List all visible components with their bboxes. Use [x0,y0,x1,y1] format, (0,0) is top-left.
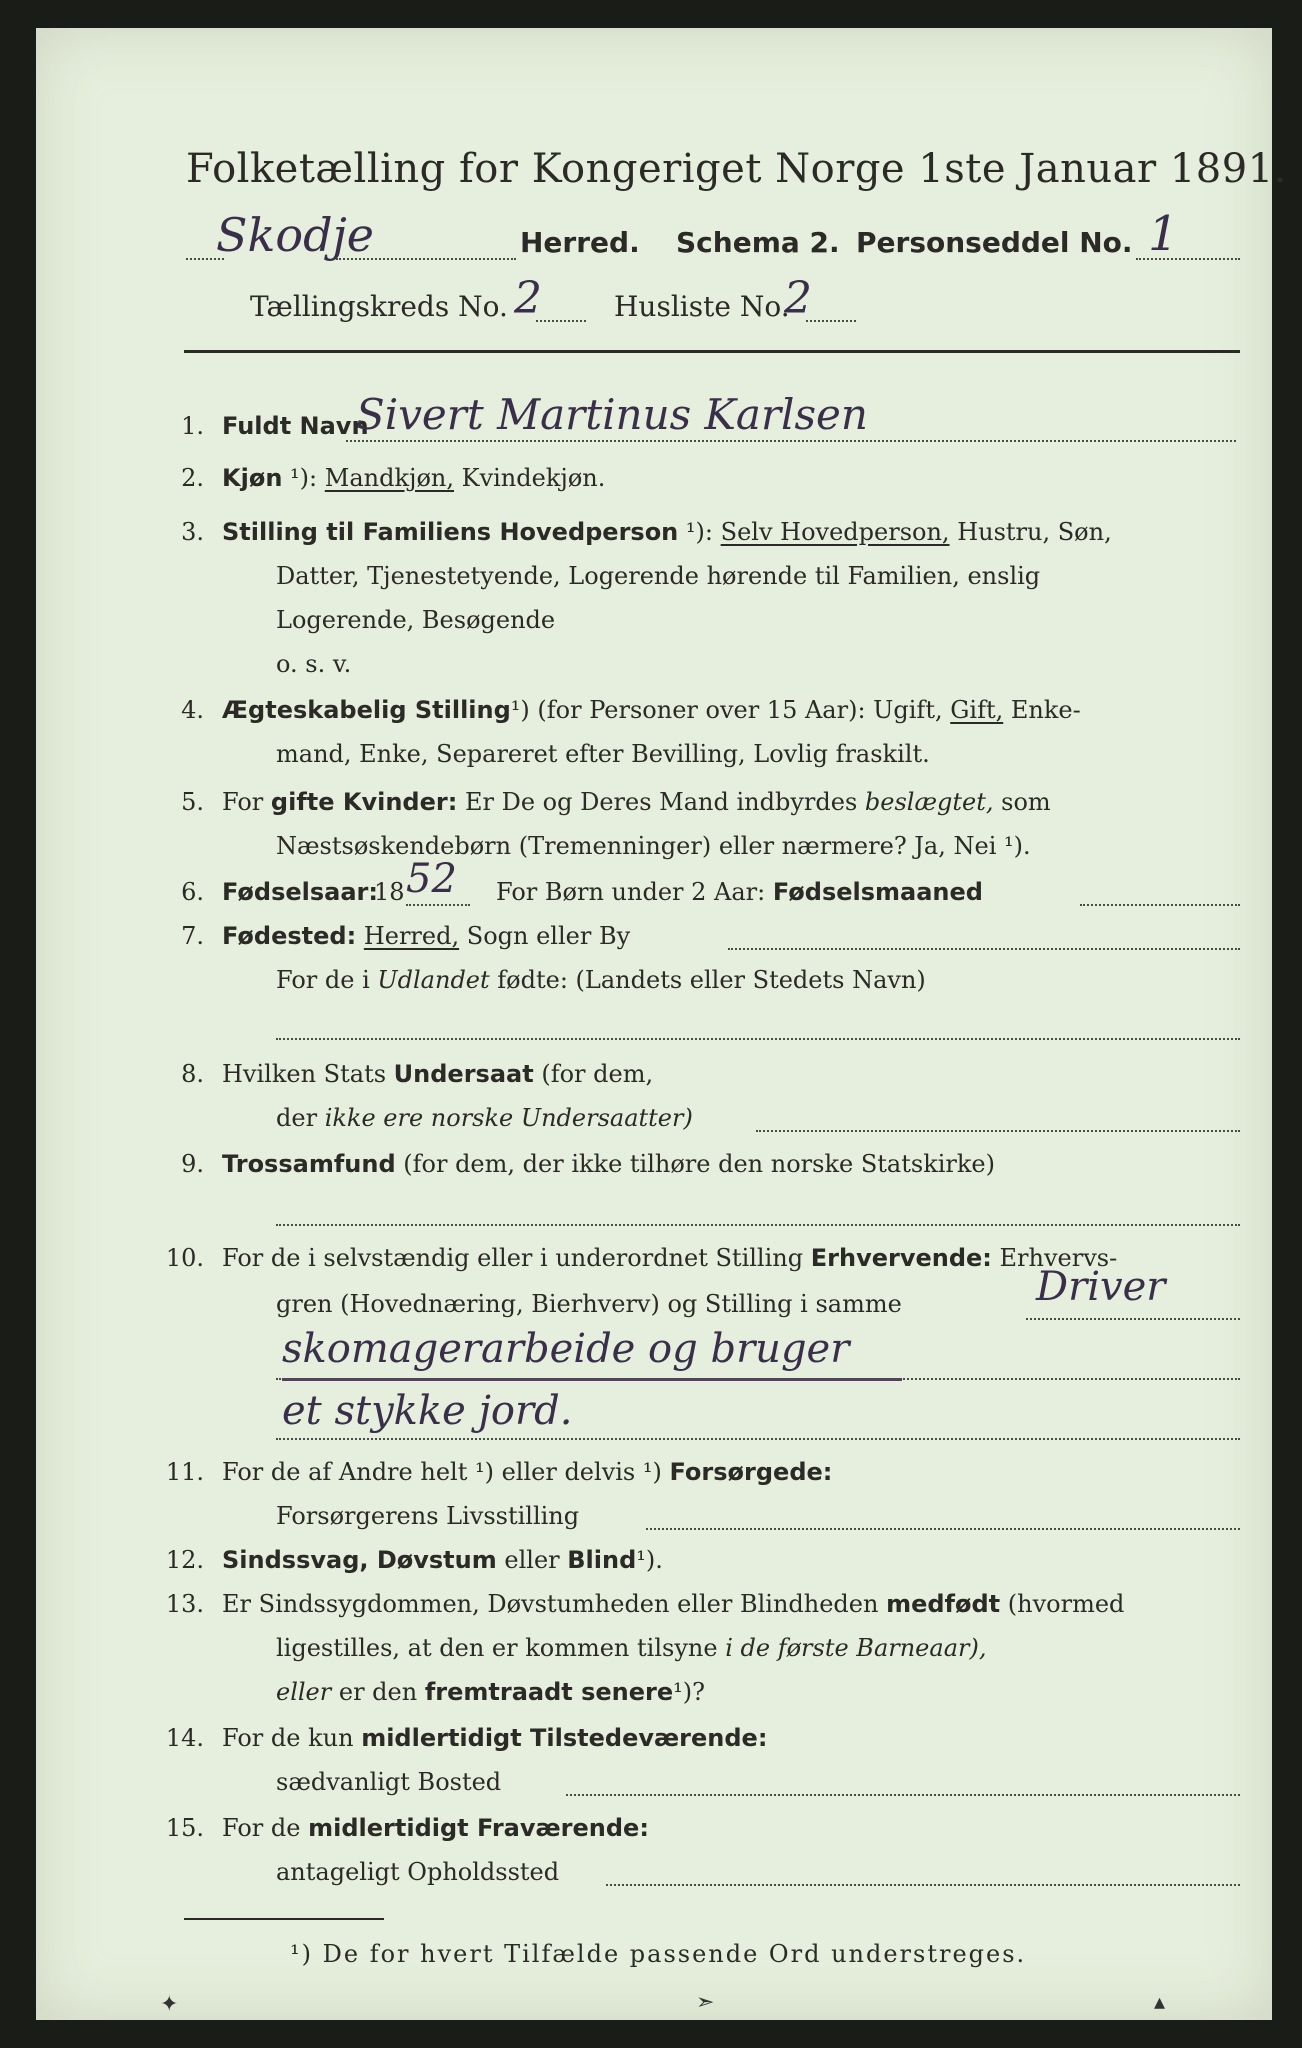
q7-number: 7. [181,922,204,950]
schema-label: Schema 2. [676,226,840,259]
q13-line2 [276,1634,986,1662]
q8-label: Undersaat [393,1060,534,1088]
q3-selected: Selv Hovedperson, [720,518,950,546]
q10-value3: et stykke jord. [282,1388,573,1434]
q3-line1 [222,518,1112,546]
q11-label: Forsørgede: [669,1458,833,1486]
q3-sup: ¹): [685,518,713,546]
q13-line1a: Er Sindssygdommen, Døvstumheden eller Blindheden [222,1590,879,1618]
q10-pre: For de i selvstændig eller i underordnet Stilling [222,1244,804,1272]
q13-line1b: medfødt [886,1590,1001,1618]
q7-line3-dots [276,1038,1240,1040]
q9-label: Trossamfund [222,1150,396,1178]
q5-line2: Næstsøskendebørn (Tremenninger) eller nærmere? Ja, Nei ¹). [276,832,1031,860]
q6-prefix: 18 [374,878,405,906]
q8-line2 [276,1104,693,1132]
q15-line1 [222,1814,649,1842]
q10-line3-dots [276,1378,1240,1380]
q13-line3 [276,1678,705,1706]
personseddel-dots [1136,258,1240,260]
q2-line [222,464,605,492]
footnote [290,1940,1026,1968]
q6-rest1: For Børn under 2 Aar: [496,878,766,906]
q1-label: Fuldt Navn [222,412,369,440]
q7-label: Fødested: [222,922,357,950]
q1-dots [346,440,1236,442]
q5-line1-text: Er De og Deres Mand indbyrdes [464,788,858,816]
footnote-mark: ¹) [290,1940,313,1968]
q8-line2b: ikke ere norske Undersaatter) [324,1104,693,1132]
q3-label: Stilling til Familiens Hovedperson [222,518,679,546]
q4-label: Ægteskabelig Stilling [222,696,511,724]
q11-number: 11. [165,1458,204,1486]
q8-rest: (for dem, [541,1060,654,1088]
q6-year-value: 52 [406,856,457,902]
q13-line2b: i de første Barneaar), [725,1634,987,1662]
husliste-label: Husliste No. [614,290,790,323]
q12-label1: Sindssvag, Døvstum [222,1546,497,1574]
q12-sup: ¹). [636,1546,663,1574]
q6-rest [496,878,983,906]
q6-number: 6. [181,878,204,906]
q9-number: 9. [181,1150,204,1178]
q7-line2b: Udlandet [377,966,490,994]
q5-line1 [222,788,1051,816]
q5-line1-end: som [1001,788,1051,816]
q11-pre: For de af Andre helt ¹) eller delvis ¹) [222,1458,662,1486]
q3-rest1: Hustru, Søn, [957,518,1112,546]
q3-line3: Logerende, Besøgende [276,606,556,634]
q10-rest: Erhvervs- [999,1244,1118,1272]
q8-line2a: der [276,1104,318,1132]
q13-line3a: eller [276,1678,332,1706]
q4-line2: mand, Enke, Separeret efter Bevilling, Lovlig fraskilt. [276,740,930,768]
q4-number: 4. [181,696,204,724]
q12-line1 [222,1546,663,1574]
form-title: Folketælling for Kongeriget Norge 1ste Januar 1891. [186,146,1287,192]
q12-mid: eller [504,1546,560,1574]
herred-dots-2 [336,258,516,260]
q13-line1 [222,1590,1124,1618]
q15-number: 15. [165,1814,204,1842]
footnote-text: De for hvert Tilfælde passende Ord understreges. [322,1940,1027,1968]
q6-rest2: Fødselsmaaned [772,878,983,906]
q11-line2: Forsørgerens Livsstilling [276,1502,580,1530]
q2-label: Kjøn [222,464,283,492]
q15-pre: For de [222,1814,301,1842]
q3-line4: o. s. v. [276,650,352,678]
q2-number: 2. [181,464,204,492]
q14-label: midlertidigt Tilstedeværende: [361,1724,768,1752]
q13-line3c: fremtraadt senere [424,1678,674,1706]
census-form-sheet [36,28,1287,2020]
q8-number: 8. [181,1060,204,1088]
q11-dots [646,1528,1240,1530]
kreds-dots [536,320,586,322]
registration-mark-left: ✦ [160,1992,179,2017]
q2-sup: ¹): [290,464,318,492]
q11-line1 [222,1458,832,1486]
q9-dots [276,1224,1240,1226]
kreds-value: 2 [514,273,542,324]
q7-line2c: fødte: (Landets eller Stedets Navn) [497,966,926,994]
q4-line1 [222,696,1081,724]
q10-line4-dots [276,1438,1240,1440]
q10-label: Erhvervende: [810,1244,992,1272]
q5-number: 5. [181,788,204,816]
q7-line1 [222,922,630,950]
q9-line1 [222,1150,995,1178]
q13-line1c: (hvormed [1007,1590,1125,1618]
husliste-dots [806,320,856,322]
q7-line2a: For de i [276,966,370,994]
q4-line1-text: (for Personer over 15 Aar): Ugift, [537,696,943,724]
q5-italic: beslægtet, [864,788,994,816]
q10-line2-dots [1026,1318,1240,1320]
q8-pre: Hvilken Stats [222,1060,387,1088]
q5-label: gifte Kvinder: [270,788,458,816]
q14-dots [566,1794,1240,1796]
q7-selected: Herred, [363,922,460,950]
q14-number: 14. [165,1724,204,1752]
q6-month-dots [1080,904,1240,906]
q10-line1 [222,1244,1117,1272]
q5-pre: For [222,788,264,816]
herred-label: Herred. [520,226,640,259]
q6-label: Fødselsaar: [222,878,378,906]
q12-number: 12. [165,1546,204,1574]
husliste-value: 2 [784,273,812,324]
q10-line2: gren (Hovednæring, Bierhverv) og Stilling i samme [276,1290,902,1318]
personseddel-label: Personseddel No. [856,226,1133,259]
q1-number: 1. [181,412,204,440]
q14-line2: sædvanligt Bosted [276,1768,502,1796]
kreds-label: Tællingskreds No. [250,290,508,323]
q3-line2: Datter, Tjenestetyende, Logerende hørende til Familien, enslig [276,562,1041,590]
q15-label: midlertidigt Fraværende: [308,1814,649,1842]
header-rule [184,350,1240,353]
q10-value1: Driver [1036,1264,1166,1310]
q15-dots [606,1884,1240,1886]
registration-mark-right: ▴ [1154,1990,1166,2015]
herred-value: Skodje [216,208,375,262]
q2-option-mandkjon: Mandkjøn, [324,464,454,492]
q8-line1 [222,1060,653,1088]
q13-line3b: er den [338,1678,418,1706]
registration-mark-center: ➣ [696,1990,715,2015]
q14-line1 [222,1724,767,1752]
q8-dots [756,1130,1240,1132]
q12-label2: Blind [567,1546,637,1574]
q6-year-dots [406,904,470,906]
q7-dots [728,948,1240,950]
q10-number: 10. [165,1244,204,1272]
personseddel-value: 1 [1148,206,1179,262]
q4-sup: ¹) [510,696,530,724]
q3-number: 3. [181,518,204,546]
q13-line3d: ¹)? [673,1678,706,1706]
q15-line2: antageligt Opholdssted [276,1858,560,1886]
q10-value2: skomagerarbeide og bruger [282,1326,850,1372]
footnote-rule [184,1918,384,1920]
q4-rest: Enke- [1010,696,1081,724]
q9-rest: (for dem, der ikke tilhøre den norske Statskirke) [403,1150,995,1178]
q7-line2 [276,966,926,994]
q1-name-value: Sivert Martinus Karlsen [356,390,868,439]
q7-rest: Sogn eller By [466,922,631,950]
q13-number: 13. [165,1590,204,1618]
q14-pre: For de kun [222,1724,354,1752]
q2-option-kvindekjon: Kvindekjøn. [461,464,606,492]
q13-line2a: ligestilles, at den er kommen tilsyne [276,1634,718,1662]
q4-selected: Gift, [950,696,1004,724]
